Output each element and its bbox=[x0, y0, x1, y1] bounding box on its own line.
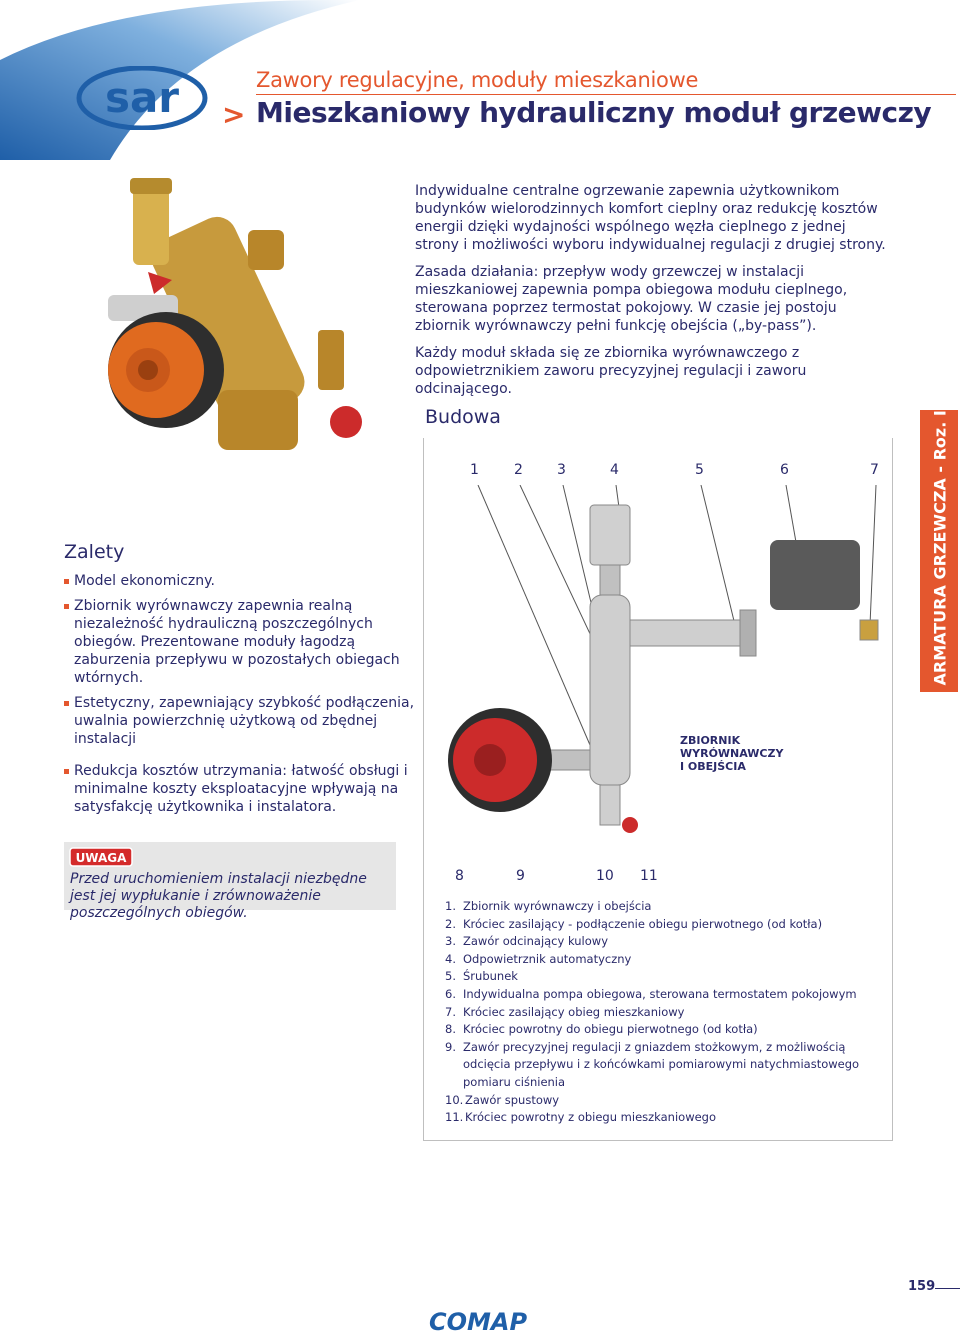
list-item bbox=[445, 951, 885, 969]
callout-number: 5 bbox=[695, 462, 704, 478]
intro-paragraph: Zasada działania: przepływ wody grzewczej w instalacji mieszkaniowej zapewnia pompa obiegowa modułu cieplnego, sterowana poprzez termostat pokojowy. W czasie jej postoju zbiornik wyrównawczy pełni funkcję obejścia („by-pass”). bbox=[415, 264, 848, 334]
intro-text bbox=[415, 182, 890, 407]
callout-number: 1 bbox=[470, 462, 479, 478]
callout-number: 2 bbox=[514, 462, 523, 478]
part-text: Króciec powrotny do obiegu pierwotnego (od kotła) bbox=[463, 1022, 758, 1037]
part-number: 8. bbox=[445, 1022, 456, 1037]
bullet-icon bbox=[64, 604, 69, 609]
chapter-side-tab bbox=[920, 398, 958, 692]
callout-number: 6 bbox=[780, 462, 789, 478]
part-number: 3. bbox=[445, 934, 456, 949]
advantage-text: Zbiornik wyrównawczy zapewnia realną niezależność hydrauliczną poszczególnych obiegów. Prezentowane moduły łagodzą zaburzenia przepływu w pozostałych obiegach wtórnych. bbox=[74, 598, 400, 686]
callout-number: 11 bbox=[640, 868, 658, 884]
zbiornik-label bbox=[680, 734, 783, 773]
chapter-label: ARMATURA GRZEWCZA - Roz. III bbox=[930, 398, 950, 686]
zalety-heading: Zalety bbox=[64, 541, 125, 563]
advantage-text: Redukcja kosztów utrzymania: łatwość obsługi i minimalne koszty eksploatacyjne wpływają na satysfakcję użytkownika i instalatora. bbox=[74, 763, 408, 815]
part-number: 11. bbox=[445, 1110, 464, 1125]
list-item bbox=[445, 1092, 885, 1110]
comap-logo-text: COMAP bbox=[428, 1308, 528, 1336]
list-item bbox=[445, 933, 885, 951]
page-number-rule bbox=[935, 1288, 960, 1289]
part-text: Zawór spustowy bbox=[465, 1092, 560, 1107]
zbiornik-label-line: ZBIORNIK bbox=[680, 734, 741, 747]
part-number: 10. bbox=[445, 1092, 464, 1107]
part-text: Odpowietrznik automatyczny bbox=[463, 951, 632, 966]
callout-number: 3 bbox=[557, 462, 566, 478]
callout-number: 4 bbox=[610, 462, 619, 478]
part-text: Śrubunek bbox=[463, 969, 518, 984]
callout-number: 9 bbox=[516, 868, 525, 884]
part-number: 4. bbox=[445, 951, 456, 966]
list-item bbox=[64, 572, 419, 590]
product-photo bbox=[88, 160, 408, 505]
part-number: 7. bbox=[445, 1004, 456, 1019]
advantages-list bbox=[64, 572, 419, 823]
part-text: Zawór odcinający kulowy bbox=[463, 934, 609, 949]
list-item bbox=[64, 762, 419, 816]
logo-text: sar bbox=[104, 73, 180, 122]
part-number: 9. bbox=[445, 1039, 456, 1054]
callout-number: 10 bbox=[596, 868, 614, 884]
sar-logo bbox=[76, 66, 208, 130]
title-marker: > bbox=[222, 98, 246, 131]
zbiornik-label-line: I OBEJŚCIA bbox=[680, 760, 746, 773]
warning-text: Przed uruchomieniem instalacji niezbędne jest jej wypłukanie i zrównoważenie poszczególnych obiegów. bbox=[70, 871, 367, 921]
part-text: Króciec zasilający - podłączenie obiegu pierwotnego (od kotła) bbox=[463, 916, 823, 931]
budowa-heading: Budowa bbox=[425, 406, 501, 428]
list-item bbox=[445, 1021, 885, 1039]
list-item bbox=[445, 1004, 885, 1022]
part-text: Zbiornik wyrównawczy i obejścia bbox=[463, 899, 652, 913]
parts-list bbox=[445, 898, 885, 1127]
part-text: Króciec powrotny z obiegu mieszkaniowego bbox=[465, 1110, 717, 1125]
list-item bbox=[445, 916, 885, 934]
warning-badge bbox=[69, 847, 133, 867]
intro-paragraph: Indywidualne centralne ogrzewanie zapewnia użytkownikom budynków wielorodzinnych komfort cieplny oraz redukcję kosztów energii dzięki wydajności wspólnego węzła cieplnego z jednej strony i możliwości wyboru indywidualnej regulacji z drugiej strony. bbox=[415, 183, 886, 253]
callout-number: 7 bbox=[870, 462, 879, 478]
bullet-icon bbox=[64, 701, 69, 706]
list-item bbox=[445, 986, 885, 1004]
comap-logo bbox=[403, 1306, 553, 1336]
page-title: Mieszkaniowy hydrauliczny moduł grzewczy bbox=[256, 96, 932, 129]
list-item bbox=[445, 968, 885, 986]
part-text: Króciec zasilający obieg mieszkaniowy bbox=[463, 1004, 685, 1019]
subtitle-rule bbox=[256, 94, 956, 95]
advantage-text: Estetyczny, zapewniający szybkość podłączenia, uwalnia powierzchnię użytkową od zbędnej instalacji bbox=[74, 695, 415, 747]
part-number: 1. bbox=[445, 899, 456, 913]
advantage-text: Model ekonomiczny. bbox=[74, 573, 215, 589]
list-item bbox=[445, 898, 885, 916]
part-number: 6. bbox=[445, 986, 456, 1001]
part-text: Zawór precyzyjnej regulacji z gniazdem stożkowym, z możliwością odcięcia przepływu i z końcówkami pomiarowymi natychmiastowego pomiaru ciśnienia bbox=[463, 1039, 860, 1089]
intro-paragraph: Każdy moduł składa się ze zbiornika wyrównawczego z odpowietrznikiem zaworu precyzyjnej regulacji i zaworu odcinającego. bbox=[415, 345, 807, 397]
top-callout-numbers bbox=[430, 462, 890, 482]
bottom-callout-numbers bbox=[430, 868, 730, 888]
list-item bbox=[64, 597, 419, 687]
zbiornik-label-line: WYRÓWNAWCZY bbox=[680, 747, 784, 760]
list-item bbox=[445, 1039, 885, 1092]
callout-number: 8 bbox=[455, 868, 464, 884]
section-subtitle: Zawory regulacyjne, moduły mieszkaniowe bbox=[256, 68, 699, 92]
list-item bbox=[64, 694, 419, 748]
page-number: 159 bbox=[908, 1279, 936, 1294]
list-item bbox=[445, 1109, 885, 1127]
module-diagram bbox=[430, 485, 890, 865]
bullet-icon bbox=[64, 769, 69, 774]
part-number: 5. bbox=[445, 969, 456, 984]
bullet-icon bbox=[64, 579, 69, 584]
part-number: 2. bbox=[445, 916, 456, 931]
warning-badge-text: UWAGA bbox=[75, 851, 127, 865]
part-text: Indywidualna pompa obiegowa, sterowana termostatem pokojowym bbox=[463, 986, 857, 1001]
